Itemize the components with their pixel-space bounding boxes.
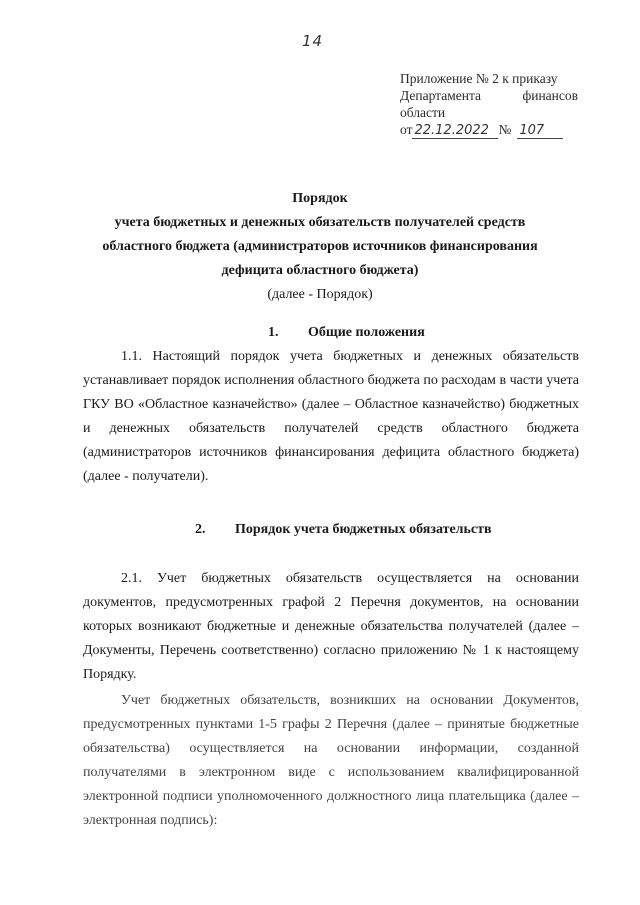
handwritten-page-number: 14 — [302, 32, 324, 50]
document-title: Порядок — [292, 191, 348, 206]
handwritten-order-number: 107 — [517, 123, 563, 139]
paragraph-1-1: 1.1. Настоящий порядок учета бюджетных и денежных обязательств устанавливает порядок исполнения областного бюджета по расходам в части учета ГКУ ВО «Областное казначейство» (далее – Областное казначейство) бюджетных и денежных обязательств получателей средств областного бюджета (администраторов источников финансирования дефицита областного бюджета) (далее - получатели). — [83, 349, 579, 484]
section-2-title: Порядок учета бюджетных обязательств — [235, 522, 492, 537]
date-prefix: от — [400, 122, 413, 137]
document-short-name: (далее - Порядок) — [267, 287, 373, 302]
section-1-paragraph — [83, 345, 579, 489]
handwritten-date: 22.12.2022 — [412, 123, 498, 139]
document-subtitle-line-1: учета бюджетных и денежных обязательств получателей средств — [114, 215, 526, 230]
appendix-line-2 — [400, 87, 578, 104]
document-subtitle-line-2: областного бюджета (администраторов источников финансирования — [102, 239, 538, 254]
paragraph-2-1: 2.1. Учет бюджетных обязательств осуществляется на основании документов, предусмотренных графой 2 Перечня документов, на основании которых возникают бюджетные и денежные обязательства получателей (далее – Документы, Перечень соответственно) согласно приложению № 1 к настоящему Порядку. — [83, 571, 579, 682]
appendix-reference — [400, 70, 578, 139]
section-1-number: 1. — [268, 325, 279, 340]
section-1-heading — [268, 325, 425, 341]
paragraph-2-2: Учет бюджетных обязательств, возникших на основании Документов, предусмотренных пунктами 1-5 графы 2 Перечня (далее – принятые бюджетные обязательства) осуществляется на основании информации, созданной получателями в электронном виде с использованием квалифицированной электронной подписи уполномоченного должностного лица плательщика (далее – электронная подпись): — [83, 693, 579, 828]
appendix-line-3: области — [400, 105, 446, 120]
section-2-paragraph-1 — [83, 567, 579, 687]
section-2-heading — [195, 522, 492, 538]
appendix-date-line — [400, 121, 578, 139]
section-1-title: Общие положения — [308, 325, 425, 340]
document-subtitle-line-3: дефицита областного бюджета) — [221, 263, 419, 278]
section-2-number: 2. — [195, 522, 206, 537]
appendix-department: Департамента — [400, 88, 482, 103]
document-title-block — [70, 187, 570, 307]
number-prefix: № — [498, 122, 512, 137]
section-2-paragraph-2 — [83, 689, 579, 833]
appendix-finance: финансов — [522, 88, 578, 103]
appendix-line-1: Приложение № 2 к приказу — [400, 71, 558, 86]
